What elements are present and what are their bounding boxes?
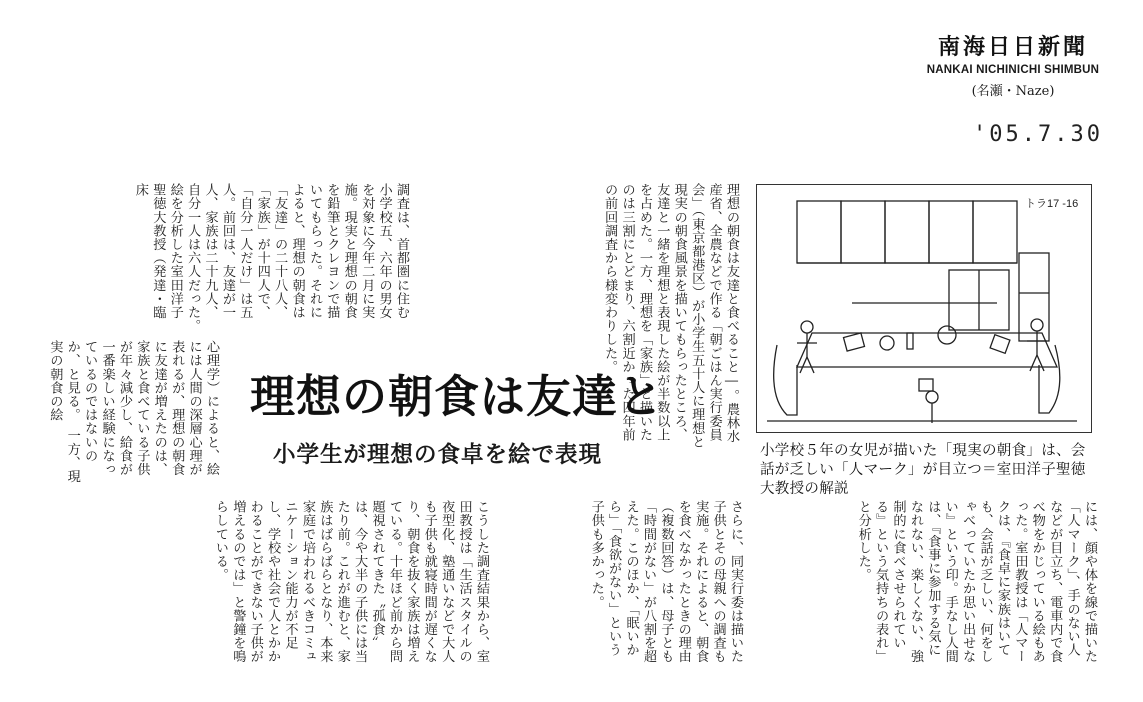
subheadline: 小学生が理想の食卓を絵で表現: [273, 442, 603, 468]
article-column-top-right: 理想の朝食は友達と食べること―。農林水産省、全農などで作る「朝ごはん実行委員会」（東京都港区）が小学生五十人に理想と現実の朝食風景を描いてもらったところ、友達と一緒を理想と表現した絵が半数以上を占めた。一方、理想を「家族」と描いたのは三割にとどまり、六割近かった四年前の前回調査から様変わりした。: [602, 183, 739, 449]
headline: 理想の朝食は友達と: [250, 370, 665, 423]
article-column-bottom-middle: さらに、同実行委は描いた子供とその母親への調査も実施。それによると、朝食を食べなかったときの理由（複数回答）は、母子とも「時間がない」が八割を超えた。このほか、「眠いから」「食欲がない」という子供も多かった。: [588, 500, 743, 664]
newspaper-name: 南海日日新聞: [937, 34, 1088, 60]
article-column-top-left: 調査は、首都圏に住む小学校五、六年の男女を対象に今年二月に実施。現実と理想の朝食を鉛筆とクレヨンで描いてもらった。それによると、理想の朝食は「友達」の二十八人、「家族」が十四人で、「自分一人だけ」は五人。前回は、友達が一人、家族は二十九人、自分一人は六人だった。 絵を分析した室田洋子聖徳大教授（発達・臨床: [132, 183, 409, 340]
article-column-middle: 心理学）によると、絵には人間の深層心理が表れるが、理想の朝食に友達が増えたのは、家族と食べている子供が年々減少し、給食が一番楽しい経験になっているのではないのか、と見る。 一方、現実の朝食の絵: [47, 340, 219, 483]
newspaper-city: (名瀬・Naze): [971, 84, 1055, 99]
figure-handwritten-note: トラ17 -16: [1025, 198, 1079, 210]
breakfast-drawing-illustration: [757, 185, 1091, 432]
figure-caption: 小学校５年の女児が描いた「現実の朝食」は、会話が乏しい「人マーク」が目立つ＝室田洋子聖徳大教授の解説: [760, 443, 1086, 497]
masthead: [903, 30, 1123, 99]
publication-date: '05.7.30: [973, 122, 1103, 147]
article-column-bottom-right: には、顔や体を線で描いた「人マーク」、手のない人などが目立ち、電車内で食べ物をかじっている絵もあった。室田教授は「人マークは、『食卓に家族はいても、会話が乏しい、何をしゃべっていたか思い出せない』という印。手なし人間は、『食事に参加する気になれない、楽しくない、強制的に食べさせられている』という気持ちの表れ」と分析した。: [855, 500, 1097, 664]
article-column-bottom-left: こうした調査結果から、室田教授は「生活スタイルの夜型化、塾通いなどで大人も子供も就寝時間が遅くなり、朝食を抜く家族は増えている。十年ほど前から問題視されてきた〝孤食〟は、今や大半の子供には当たり前。これが進むと、家族はばらばらとなり、本来家庭で培われるべきコミュニケーション能力が不足し、学校や社会で人とかかわることができない子供が増えるのでは」と警鐘を鳴らしている。: [212, 500, 489, 664]
breakfast-drawing-figure: [756, 184, 1092, 433]
newspaper-name-roman: NANKAI NICHINICHI SHIMBUN: [926, 64, 1100, 76]
